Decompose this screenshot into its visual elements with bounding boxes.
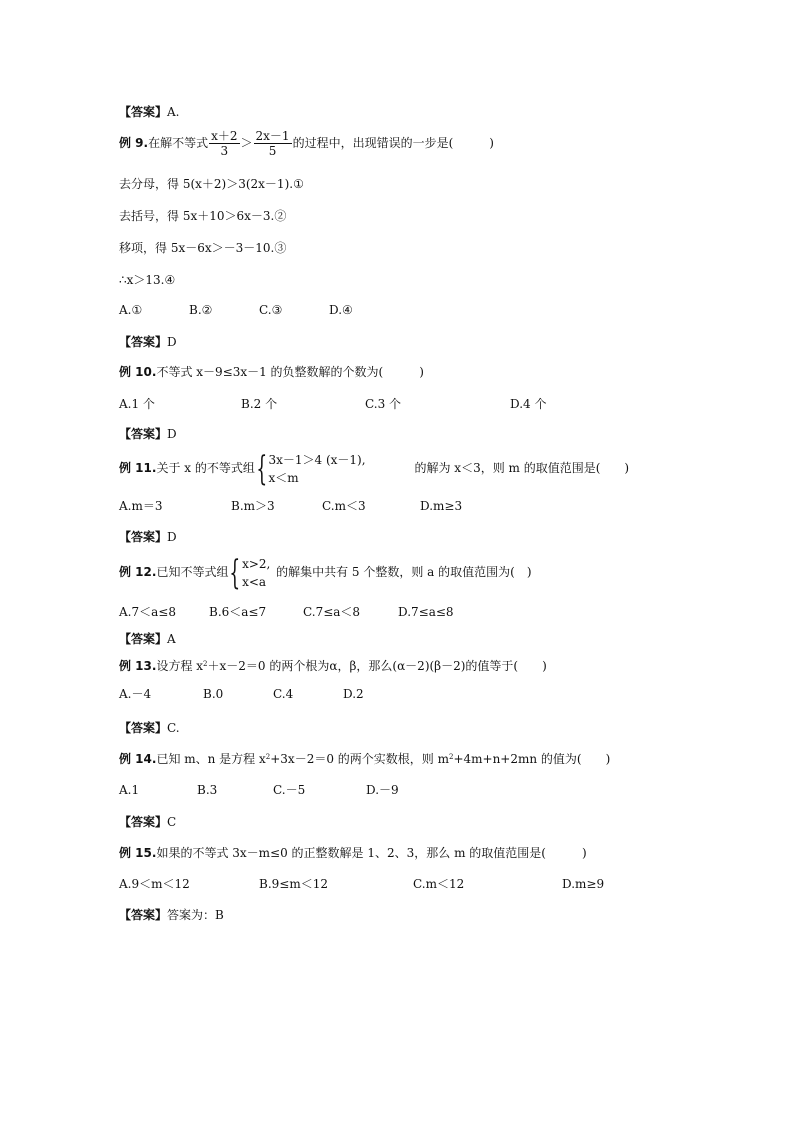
question-text: 设方程 x	[156, 659, 204, 673]
example-label: 例 10.	[119, 365, 157, 379]
superscript: 2	[448, 753, 454, 761]
solution-step: 去分母，得 5(x＋2)＞3(2x－1).①	[119, 177, 304, 191]
fraction-denominator: 5	[268, 144, 277, 158]
answer-label: 【答案】	[119, 427, 168, 441]
option: A.1	[119, 783, 140, 797]
answer-label: 【答案】	[119, 530, 168, 544]
answer-value: C.	[167, 721, 180, 735]
fraction-denominator: 3	[220, 144, 229, 158]
answer-value: 答案为：B	[167, 908, 224, 922]
left-brace: {	[256, 448, 268, 489]
question-text: 如果的不等式 3x－m≤0 的正整数解是 1、2、3，那么 m 的取值范围是( )	[156, 846, 587, 860]
answer-line	[119, 907, 224, 923]
options-row	[119, 396, 546, 412]
system-line: x<a	[242, 574, 267, 589]
option: A.－4	[119, 687, 152, 701]
option: B.m＞3	[231, 499, 275, 513]
example-15-question	[119, 845, 587, 861]
example-label: 例 15.	[119, 846, 157, 860]
answer-line	[119, 720, 180, 736]
option: D.④	[329, 303, 353, 317]
options-row	[119, 604, 454, 620]
option: D.7≤a≤8	[398, 605, 454, 619]
option: A.7＜a≤8	[119, 605, 176, 619]
options-row	[119, 498, 462, 514]
top-answer-line	[119, 104, 180, 120]
answer-line	[119, 631, 176, 647]
answer-label: 【答案】	[119, 105, 168, 119]
answer-value: A.	[167, 105, 180, 119]
question-text: 已知不等式组	[156, 565, 229, 579]
option: C.－5	[273, 783, 306, 797]
option: D.2	[343, 687, 364, 701]
solution-step: 去括号，得 5x＋10＞6x－3.②	[119, 209, 287, 223]
option: C.m＜3	[322, 499, 366, 513]
greater-than-sign: ＞	[240, 136, 253, 150]
example-label: 例 13.	[119, 659, 157, 673]
question-text: 关于 x 的不等式组	[156, 461, 255, 475]
option: C.4	[273, 687, 294, 701]
left-brace: {	[229, 552, 241, 593]
option: B.9≤m＜12	[259, 877, 328, 891]
option: A.m＝3	[119, 499, 163, 513]
fraction	[209, 129, 239, 158]
system-line: x＜m	[268, 470, 299, 485]
option: D.－9	[366, 783, 399, 797]
option: B.0	[203, 687, 224, 701]
example-9-question	[119, 126, 494, 160]
answer-value: D	[167, 335, 177, 349]
example-label: 例 12.	[119, 565, 157, 579]
option: A.1 个	[119, 397, 155, 411]
example-10-question	[119, 364, 424, 380]
example-label: 例 11.	[119, 461, 157, 475]
answer-line	[119, 334, 177, 350]
question-text: 已知 m、n 是方程 x	[156, 752, 266, 766]
fraction-numerator: x＋2	[211, 129, 238, 143]
option: C.m＜12	[413, 877, 465, 891]
option: C.7≤a＜8	[303, 605, 361, 619]
option: D.m≥9	[562, 877, 605, 891]
options-row	[119, 302, 353, 318]
option: B.6＜a≤7	[209, 605, 267, 619]
answer-label: 【答案】	[119, 632, 168, 646]
example-label: 例 9.	[119, 136, 149, 150]
answer-line	[119, 426, 177, 442]
answer-label: 【答案】	[119, 815, 168, 829]
fraction-numerator: 2x－1	[255, 129, 290, 143]
options-row	[119, 876, 604, 892]
example-13-question	[119, 658, 547, 674]
option: C.③	[259, 303, 283, 317]
answer-line	[119, 529, 177, 545]
solution-step: 移项，得 5x－6x＞－3－10.③	[119, 241, 287, 255]
question-text: 的过程中，出现错误的一步是( )	[292, 136, 494, 150]
inequality-system	[268, 451, 414, 487]
option: B.②	[189, 303, 213, 317]
question-text: +3x－2＝0 的两个实数根，则 m	[270, 752, 449, 766]
answer-line	[119, 814, 176, 830]
answer-value: D	[167, 530, 177, 544]
question-text: 的解为 x＜3，则 m 的取值范围是( )	[414, 461, 630, 475]
question-text: 不等式 x－9≤3x－1 的负整数解的个数为( )	[156, 365, 424, 379]
example-label: 例 14.	[119, 752, 157, 766]
inequality-system	[242, 555, 276, 591]
question-text: ＋x－2＝0 的两个根为α，β，那么(α－2)(β－2)的值等于( )	[207, 659, 547, 673]
system-line: 3x－1＞4 (x－1),	[268, 452, 366, 467]
question-text: 在解不等式	[148, 136, 209, 150]
answer-value: A	[167, 632, 176, 646]
solution-step: ∴x＞13.④	[119, 273, 176, 287]
option: D.4 个	[510, 397, 547, 411]
answer-value: D	[167, 427, 177, 441]
answer-label: 【答案】	[119, 335, 168, 349]
superscript: 2	[265, 753, 271, 761]
option: B.2 个	[241, 397, 278, 411]
example-12-question	[119, 552, 532, 592]
options-row	[119, 782, 399, 798]
question-text: 的解集中共有 5 个整数，则 a 的取值范围为( )	[276, 565, 532, 579]
answer-label: 【答案】	[119, 721, 168, 735]
example-14-question	[119, 751, 610, 767]
example-11-question	[119, 448, 629, 488]
superscript: 2	[203, 660, 208, 668]
options-row	[119, 686, 364, 702]
option: C.3 个	[365, 397, 402, 411]
option: A.①	[119, 303, 143, 317]
option: B.3	[197, 783, 218, 797]
option: D.m≥3	[420, 499, 463, 513]
option: A.9＜m＜12	[119, 877, 190, 891]
answer-label: 【答案】	[119, 908, 168, 922]
question-text: +4m+n+2mn 的值为( )	[453, 752, 611, 766]
answer-value: C	[167, 815, 177, 829]
fraction	[254, 129, 292, 158]
system-line: x>2,	[242, 556, 271, 571]
